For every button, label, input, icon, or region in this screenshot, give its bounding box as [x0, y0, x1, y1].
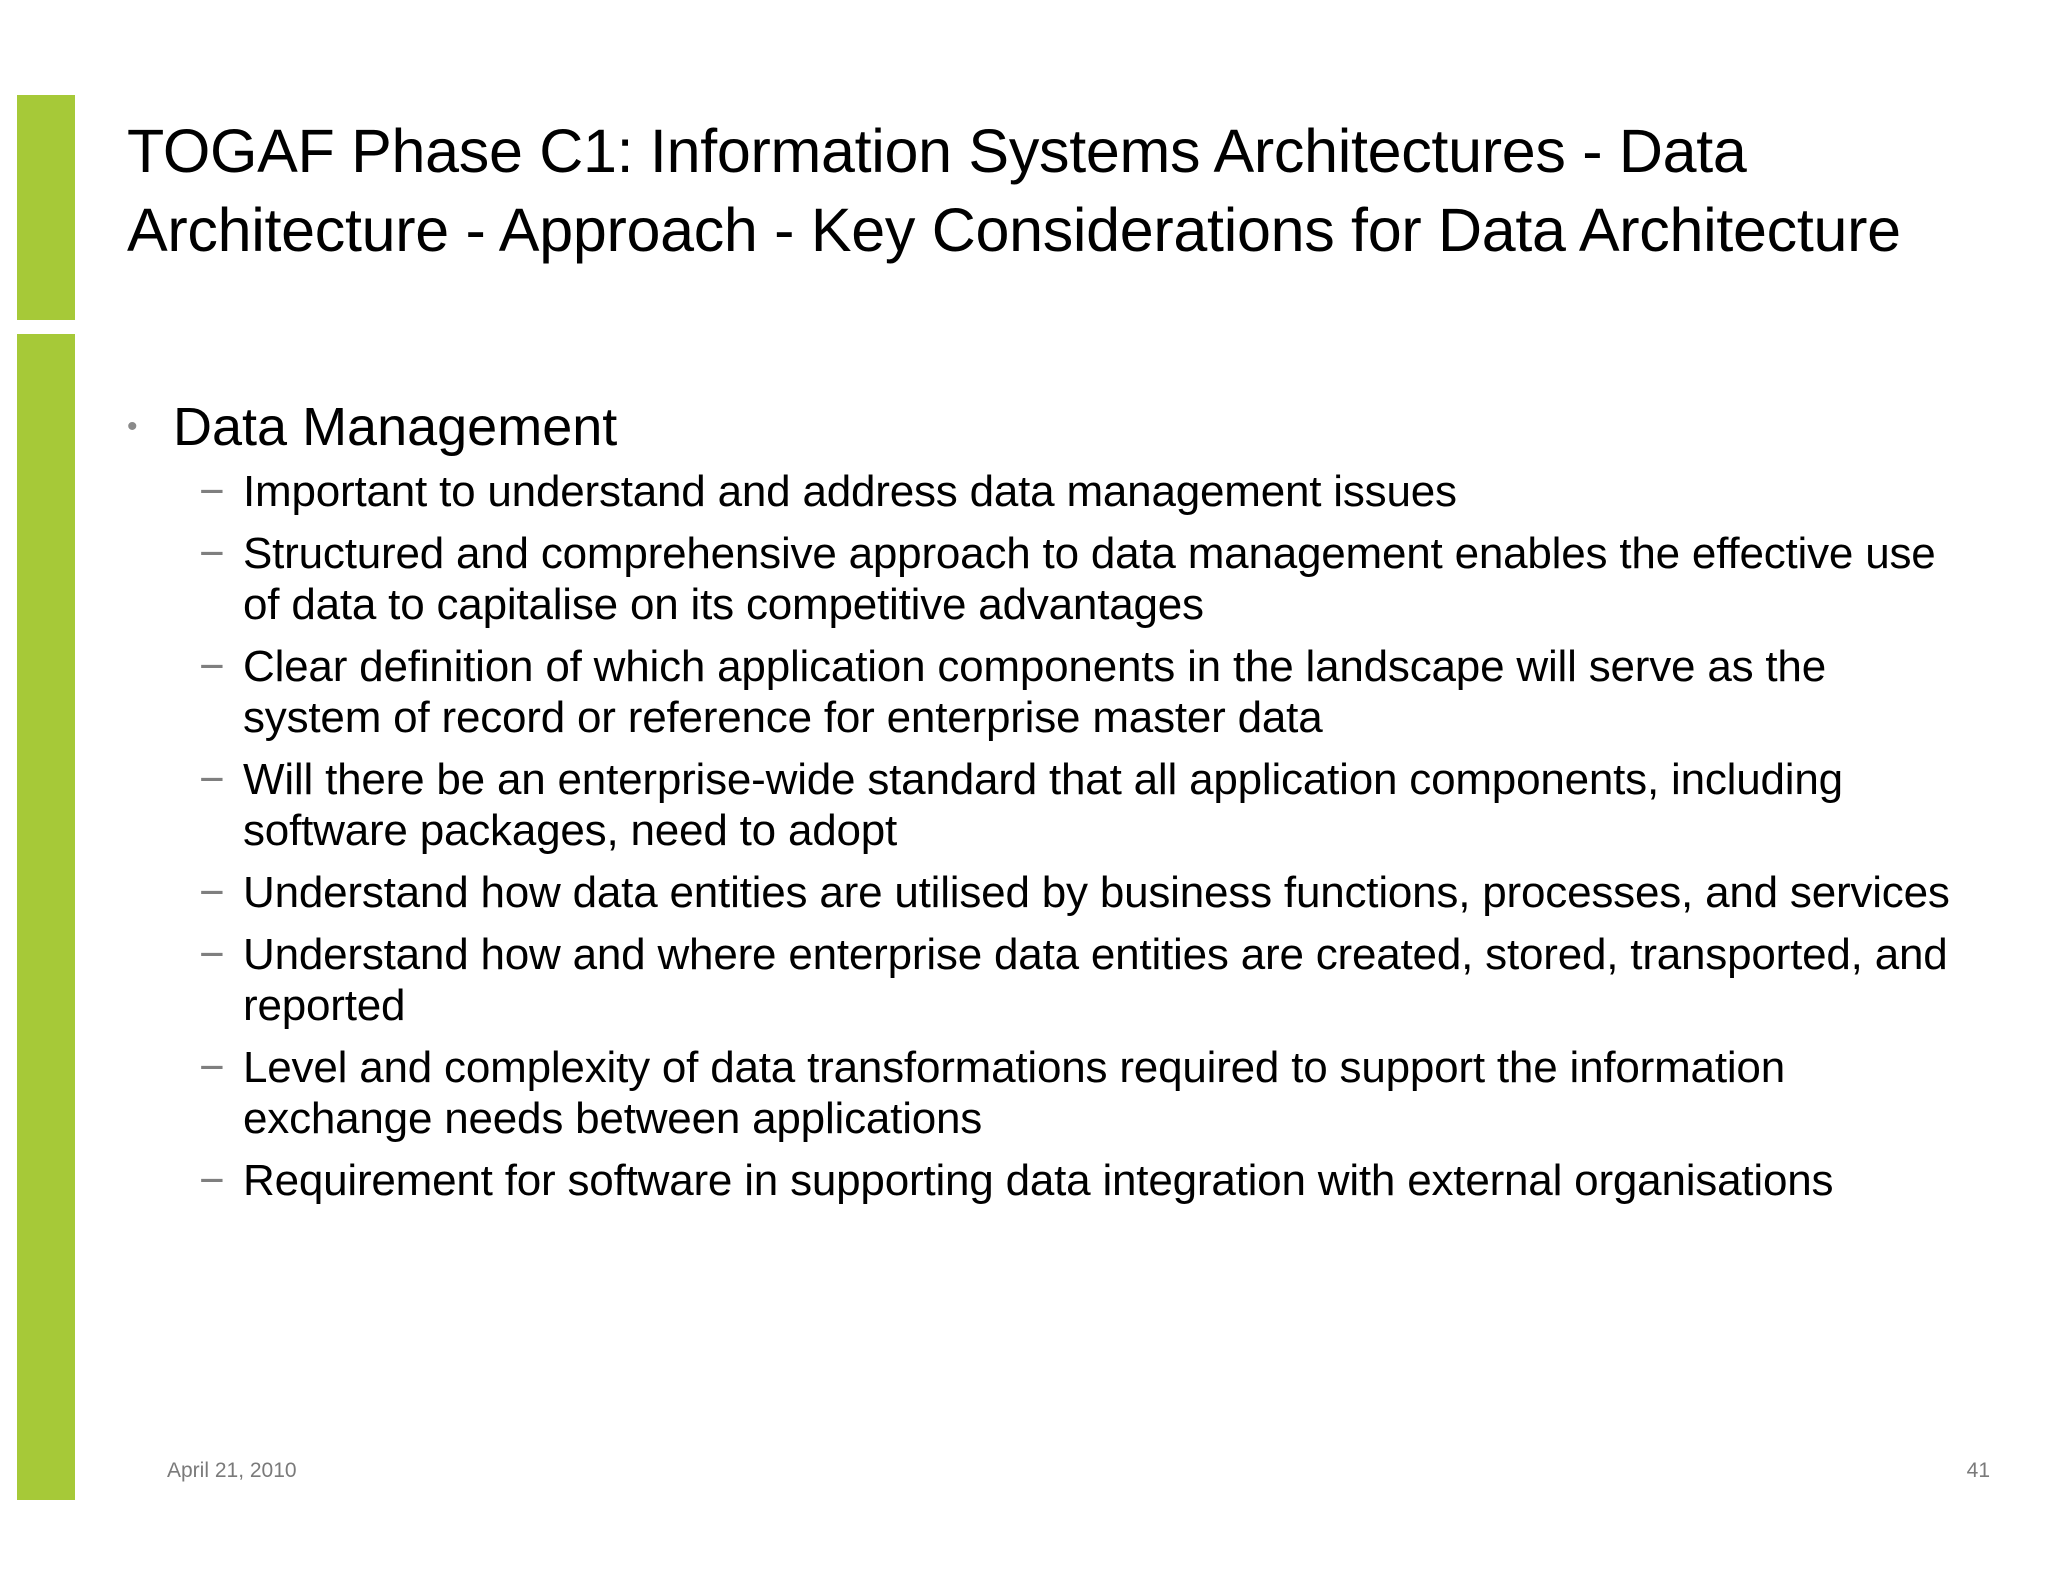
footer-date: April 21, 2010: [167, 1459, 297, 1482]
data-management-list: [127, 466, 1957, 1206]
accent-bar-bottom: [17, 334, 75, 1500]
dash-icon: −: [199, 529, 225, 578]
list-item-text: Important to understand and address data management issues: [243, 467, 1457, 516]
section-heading-text: Data Management: [173, 397, 618, 457]
list-item: [127, 528, 1957, 630]
section-heading: [127, 392, 1957, 462]
list-item-text: Clear definition of which application components in the landscape will serve as the system of record or reference for enterprise master data: [243, 642, 1826, 742]
list-item: [127, 1042, 1957, 1144]
dash-icon: −: [199, 1156, 225, 1205]
dash-icon: −: [199, 467, 225, 516]
list-item-text: Level and complexity of data transformations required to support the information exchange needs between applications: [243, 1043, 1785, 1143]
list-item: [127, 1155, 1957, 1206]
list-item-text: Understand how and where enterprise data entities are created, stored, transported, and reported: [243, 930, 1948, 1030]
list-item: [127, 867, 1957, 918]
list-item: [127, 641, 1957, 743]
list-item: [127, 466, 1957, 517]
accent-bar-top: [17, 95, 75, 320]
dash-icon: −: [199, 642, 225, 691]
page-number: 41: [1966, 1459, 1990, 1482]
list-item-text: Requirement for software in supporting data integration with external organisations: [243, 1156, 1834, 1205]
bullet-dot-icon: •: [127, 410, 138, 443]
dash-icon: −: [199, 755, 225, 804]
list-item-text: Structured and comprehensive approach to data management enables the effective use of data to capitalise on its competitive advantages: [243, 529, 1936, 629]
dash-icon: −: [199, 930, 225, 979]
list-item: [127, 929, 1957, 1031]
dash-icon: −: [199, 1043, 225, 1092]
slide-content: [127, 392, 1957, 1217]
list-item: [127, 754, 1957, 856]
slide-title: TOGAF Phase C1: Information Systems Architectures - Data Architecture - Approach - Key Considerations for Data Architecture: [127, 117, 1901, 264]
dash-icon: −: [199, 868, 225, 917]
list-item-text: Will there be an enterprise-wide standard that all application components, including software packages, need to adopt: [243, 755, 1843, 855]
list-item-text: Understand how data entities are utilised by business functions, processes, and services: [243, 868, 1950, 917]
